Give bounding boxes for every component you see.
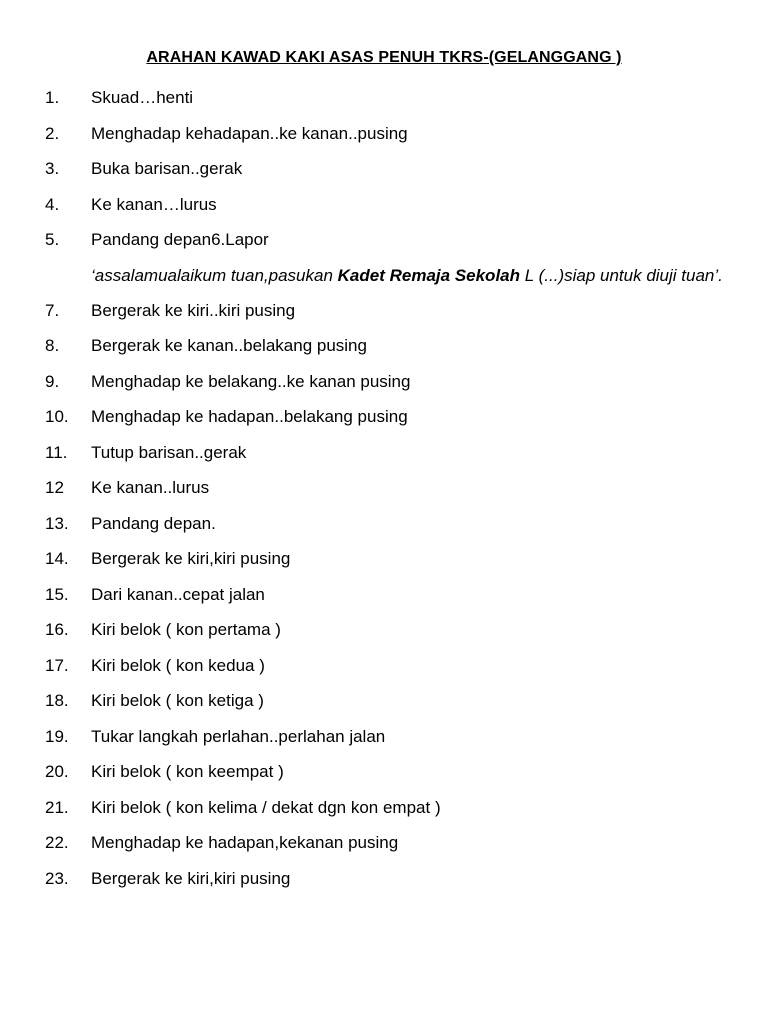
- list-item: [45, 760, 735, 784]
- item-number: 7.: [45, 300, 60, 320]
- item-number: 1.: [45, 88, 60, 107]
- item-text: Menghadap kehadapan..ke kanan..pusing: [91, 123, 408, 143]
- item-number: 5.: [45, 230, 60, 249]
- item-number: 15.: [45, 584, 69, 604]
- item-number: 20.: [45, 762, 69, 781]
- item-text: Ke kanan..lurus: [91, 478, 210, 497]
- item-text: Ke kanan…lurus: [91, 194, 217, 214]
- item-text: Bergerak ke kiri..kiri pusing: [91, 300, 296, 320]
- list-item: [45, 122, 735, 146]
- list-item: [45, 512, 735, 536]
- item-text: Tukar langkah perlahan..perlahan jalan: [91, 726, 386, 746]
- item-text: Kiri belok ( kon kedua ): [91, 655, 265, 675]
- item-number: 11.: [45, 442, 68, 462]
- item-text: Bergerak ke kiri,kiri pusing: [91, 868, 291, 888]
- item-number: 18.: [45, 691, 69, 710]
- list-item: [45, 334, 735, 358]
- list-item: [45, 157, 735, 181]
- list-item: [45, 405, 735, 429]
- item-text: Bergerak ke kiri,kiri pusing: [91, 549, 291, 568]
- list-item: [45, 193, 735, 217]
- list-item: [45, 476, 735, 500]
- item-text: Buka barisan..gerak: [91, 159, 243, 178]
- report-quote-start: ‘assalamualaikum tuan,pasukan: [91, 265, 338, 285]
- report-quote: [45, 263, 735, 288]
- list-item: [45, 547, 735, 571]
- list-item: [45, 831, 735, 855]
- item-number: 2.: [45, 123, 60, 143]
- item-number: 19.: [45, 726, 69, 746]
- item-text: Tutup barisan..gerak: [91, 442, 247, 462]
- item-text: Kiri belok ( kon kelima / dekat dgn kon empat ): [91, 797, 441, 817]
- item-text: Dari kanan..cepat jalan: [91, 584, 265, 604]
- item-number: 9.: [45, 371, 60, 391]
- list-item: [45, 370, 735, 394]
- item-number: 8.: [45, 336, 60, 355]
- item-text: Menghadap ke belakang..ke kanan pusing: [91, 371, 411, 391]
- item-text: Pandang depan.: [91, 513, 216, 533]
- list-item: [45, 228, 735, 252]
- list-item: [45, 654, 735, 678]
- item-text: Menghadap ke hadapan,kekanan pusing: [91, 833, 399, 852]
- item-number: 23.: [45, 868, 69, 888]
- item-number: 3.: [45, 159, 60, 178]
- list-item: [45, 86, 735, 110]
- list-item: [45, 689, 735, 713]
- list-item: [45, 441, 735, 465]
- item-text: Kiri belok ( kon ketiga ): [91, 691, 264, 710]
- item-number: 16.: [45, 620, 69, 639]
- item-text: Kiri belok ( kon keempat ): [91, 762, 284, 781]
- item-number: 12: [45, 478, 64, 497]
- item-number: 13.: [45, 513, 69, 533]
- item-text: Bergerak ke kanan..belakang pusing: [91, 336, 367, 355]
- item-text: Pandang depan6.Lapor: [91, 230, 269, 249]
- list-item: [45, 583, 735, 607]
- report-quote-end: L (...)siap untuk diuji tuan’.: [520, 265, 723, 285]
- item-text: Kiri belok ( kon pertama ): [91, 620, 281, 639]
- item-number: 10.: [45, 407, 69, 426]
- document-title: ARAHAN KAWAD KAKI ASAS PENUH TKRS-(GELANGGANG ): [146, 49, 622, 66]
- item-text: Skuad…henti: [91, 88, 194, 107]
- item-number: 17.: [45, 655, 69, 675]
- report-quote-unit-name: Kadet Remaja Sekolah: [337, 265, 521, 285]
- list-item: [45, 867, 735, 891]
- item-number: 21.: [45, 797, 69, 817]
- item-number: 4.: [45, 194, 60, 214]
- command-list: [45, 86, 735, 902]
- list-item: [45, 725, 735, 749]
- list-item: [45, 618, 735, 642]
- list-item: [45, 299, 735, 323]
- item-number: 22.: [45, 833, 69, 852]
- list-item: [45, 796, 735, 820]
- item-text: Menghadap ke hadapan..belakang pusing: [91, 407, 408, 426]
- item-number: 14.: [45, 549, 69, 568]
